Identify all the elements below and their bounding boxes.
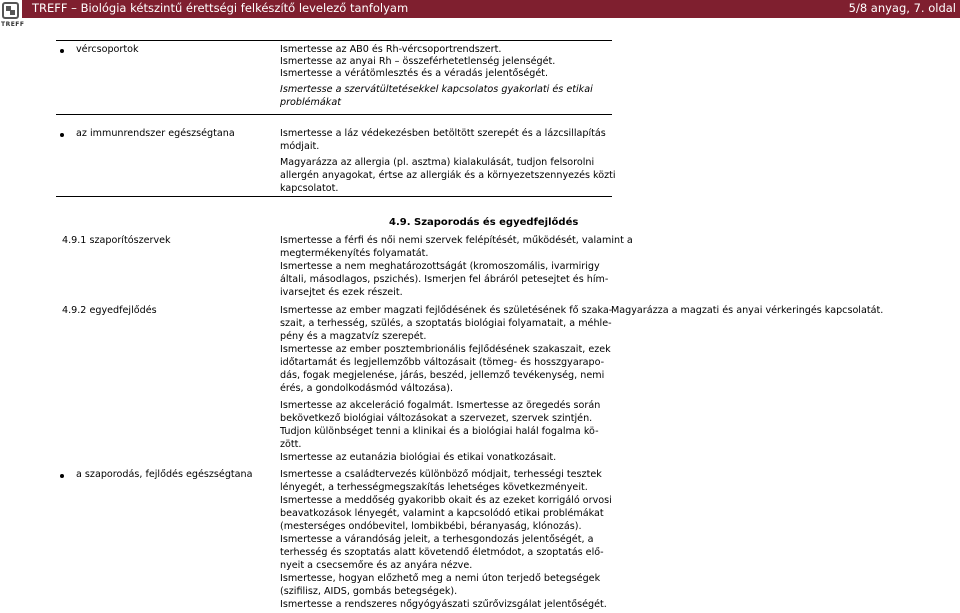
row-text-line: kapcsolatot. xyxy=(280,183,339,194)
row-label: az immunrendszer egészségtana xyxy=(76,128,235,139)
item-text-line: Ismertesse az ember magzati fejlődésének és születésének fő szaka- xyxy=(280,305,613,316)
bullet-icon xyxy=(60,474,64,478)
item-label: 4.9.1 szaporítószervek xyxy=(62,235,171,246)
separator-line xyxy=(56,114,612,115)
row-text-line: Magyarázza az allergia (pl. asztma) kialakulását, tudjon felsorolni xyxy=(280,157,595,168)
header-bar xyxy=(0,0,960,18)
item-text-line: megtermékenyítés folyamatát. xyxy=(280,248,429,259)
row-text-line: problémákat xyxy=(280,97,341,108)
item-label: a szaporodás, fejlődés egészségtana xyxy=(76,469,253,480)
item-text-line: terhesség és szoptatás alatt követendő életmódot, a szoptatás elő- xyxy=(280,547,604,558)
separator-line xyxy=(56,196,612,197)
treff-logo xyxy=(0,0,25,30)
item-text-line: Ismertesse az akceleráció fogalmát. Ismertesse az öregedés során xyxy=(280,400,601,411)
row-text-line: Ismertesse a láz védekezésben betöltött szerepét és a lázcsillapítás xyxy=(280,128,606,139)
bullet-icon xyxy=(60,49,64,53)
item-text-line: zött. xyxy=(280,439,302,450)
item-text-line: (mesterséges ondóbevitel, lombikbébi, béranyaság, klónozás). xyxy=(280,521,582,532)
logo-text: TREFF xyxy=(1,21,25,28)
row-text-line: allergén anyagokat, értse az allergiák és a környezetszennyezés közti xyxy=(280,170,616,181)
item-text-line: beavatkozások lényegét, valamint a kapcsolódó etikai problémákat xyxy=(280,508,604,519)
item-text-line: (szifilisz, AIDS, gombás betegségek). xyxy=(280,586,458,597)
item-text-line: Ismertesse a férfi és női nemi szervek felépítését, működését, valamint a xyxy=(280,235,633,246)
item-text-line: pény és a magzatvíz szerepét. xyxy=(280,331,427,342)
item-text-line: időtartamát és legjellemzőbb változásait (tömeg- és hosszgyarapo- xyxy=(280,357,605,368)
item-label: 4.9.2 egyedfejlődés xyxy=(62,305,157,316)
logo-icon xyxy=(2,2,19,19)
row-text-line: Ismertesse az anyai Rh – összeférhetetlenség jelenségét. xyxy=(280,56,556,67)
item-text-line: szait, a terhesség, szülés, a szoptatás biológiai folyamatait, a méhle- xyxy=(280,318,612,329)
item-text-line: Ismertesse a meddőség gyakoribb okait és az ezeket korrigáló orvosi xyxy=(280,495,612,506)
item-text-line: dás, fogak megjelenése, járás, beszéd, jellemző tevékenység, nemi xyxy=(280,370,605,381)
item-text-line: Ismertesse a rendszeres nőgyógyászati szűrővizsgálat jelentőségét. xyxy=(280,599,607,610)
item-text-line: Ismertesse az eutanázia biológiai és etikai vonatkozásait. xyxy=(280,452,557,463)
item-text-line: Ismertesse a nem meghatározottságát (kromoszomális, ivarmirigy xyxy=(280,261,600,272)
item-text-line: bekövetkező biológiai változásokat a szervezet, szervek szintjén. xyxy=(280,413,593,424)
bullet-icon xyxy=(60,133,64,137)
item-text-line: Ismertesse, hogyan előzhető meg a nemi úton terjedő betegségek xyxy=(280,573,601,584)
item-text-line: Tudjon különbséget tenni a klinikai és a biológiai halál fogalma kö- xyxy=(280,426,599,437)
row-label: vércsoportok xyxy=(76,44,139,55)
row-text-line: Ismertesse a szervátültetésekkel kapcsolatos gyakorlati és etikai xyxy=(280,84,593,95)
row-text-line: Ismertesse a vérátömlesztés és a véradás jelentőségét. xyxy=(280,68,549,79)
separator-line xyxy=(56,40,612,41)
section-title: 4.9. Szaporodás és egyedfejlődés xyxy=(389,217,579,228)
page-number: 5/8 anyag, 7. oldal xyxy=(848,1,956,15)
item-text-line: Ismertesse a várandóság jeleit, a terhesgondozás jelentőségét, a xyxy=(280,534,594,545)
row-text-line: módjait. xyxy=(280,141,320,152)
item-text-line: ivarsejtet és ezek részeit. xyxy=(280,287,403,298)
item-text-line: Ismertesse az ember posztembrionális fejlődésének szakaszait, ezek xyxy=(280,344,611,355)
header-title: TREFF – Biológia kétszintű érettségi felkészítő levelező tanfolyam xyxy=(32,1,409,15)
item-text-line: általi, másodlagos, pszichés). Ismerjen fel ábráról petesejtet és hím- xyxy=(280,274,609,285)
item-text-line: nyeit a csecsemőre és az anyára nézve. xyxy=(280,560,473,571)
item-text-line: Ismertesse a családtervezés különböző módjait, terhességi tesztek xyxy=(280,469,602,480)
item-extra-text: Magyarázza a magzati és anyai vérkeringés kapcsolatát. xyxy=(611,305,884,316)
item-text-line: lényegét, a terhességmegszakítás lehetséges következményeit. xyxy=(280,482,588,493)
row-text-line: Ismertesse az AB0 és Rh-vércsoportrendszert. xyxy=(280,44,502,55)
item-text-line: érés, a gondolkodásmód változása). xyxy=(280,383,454,394)
